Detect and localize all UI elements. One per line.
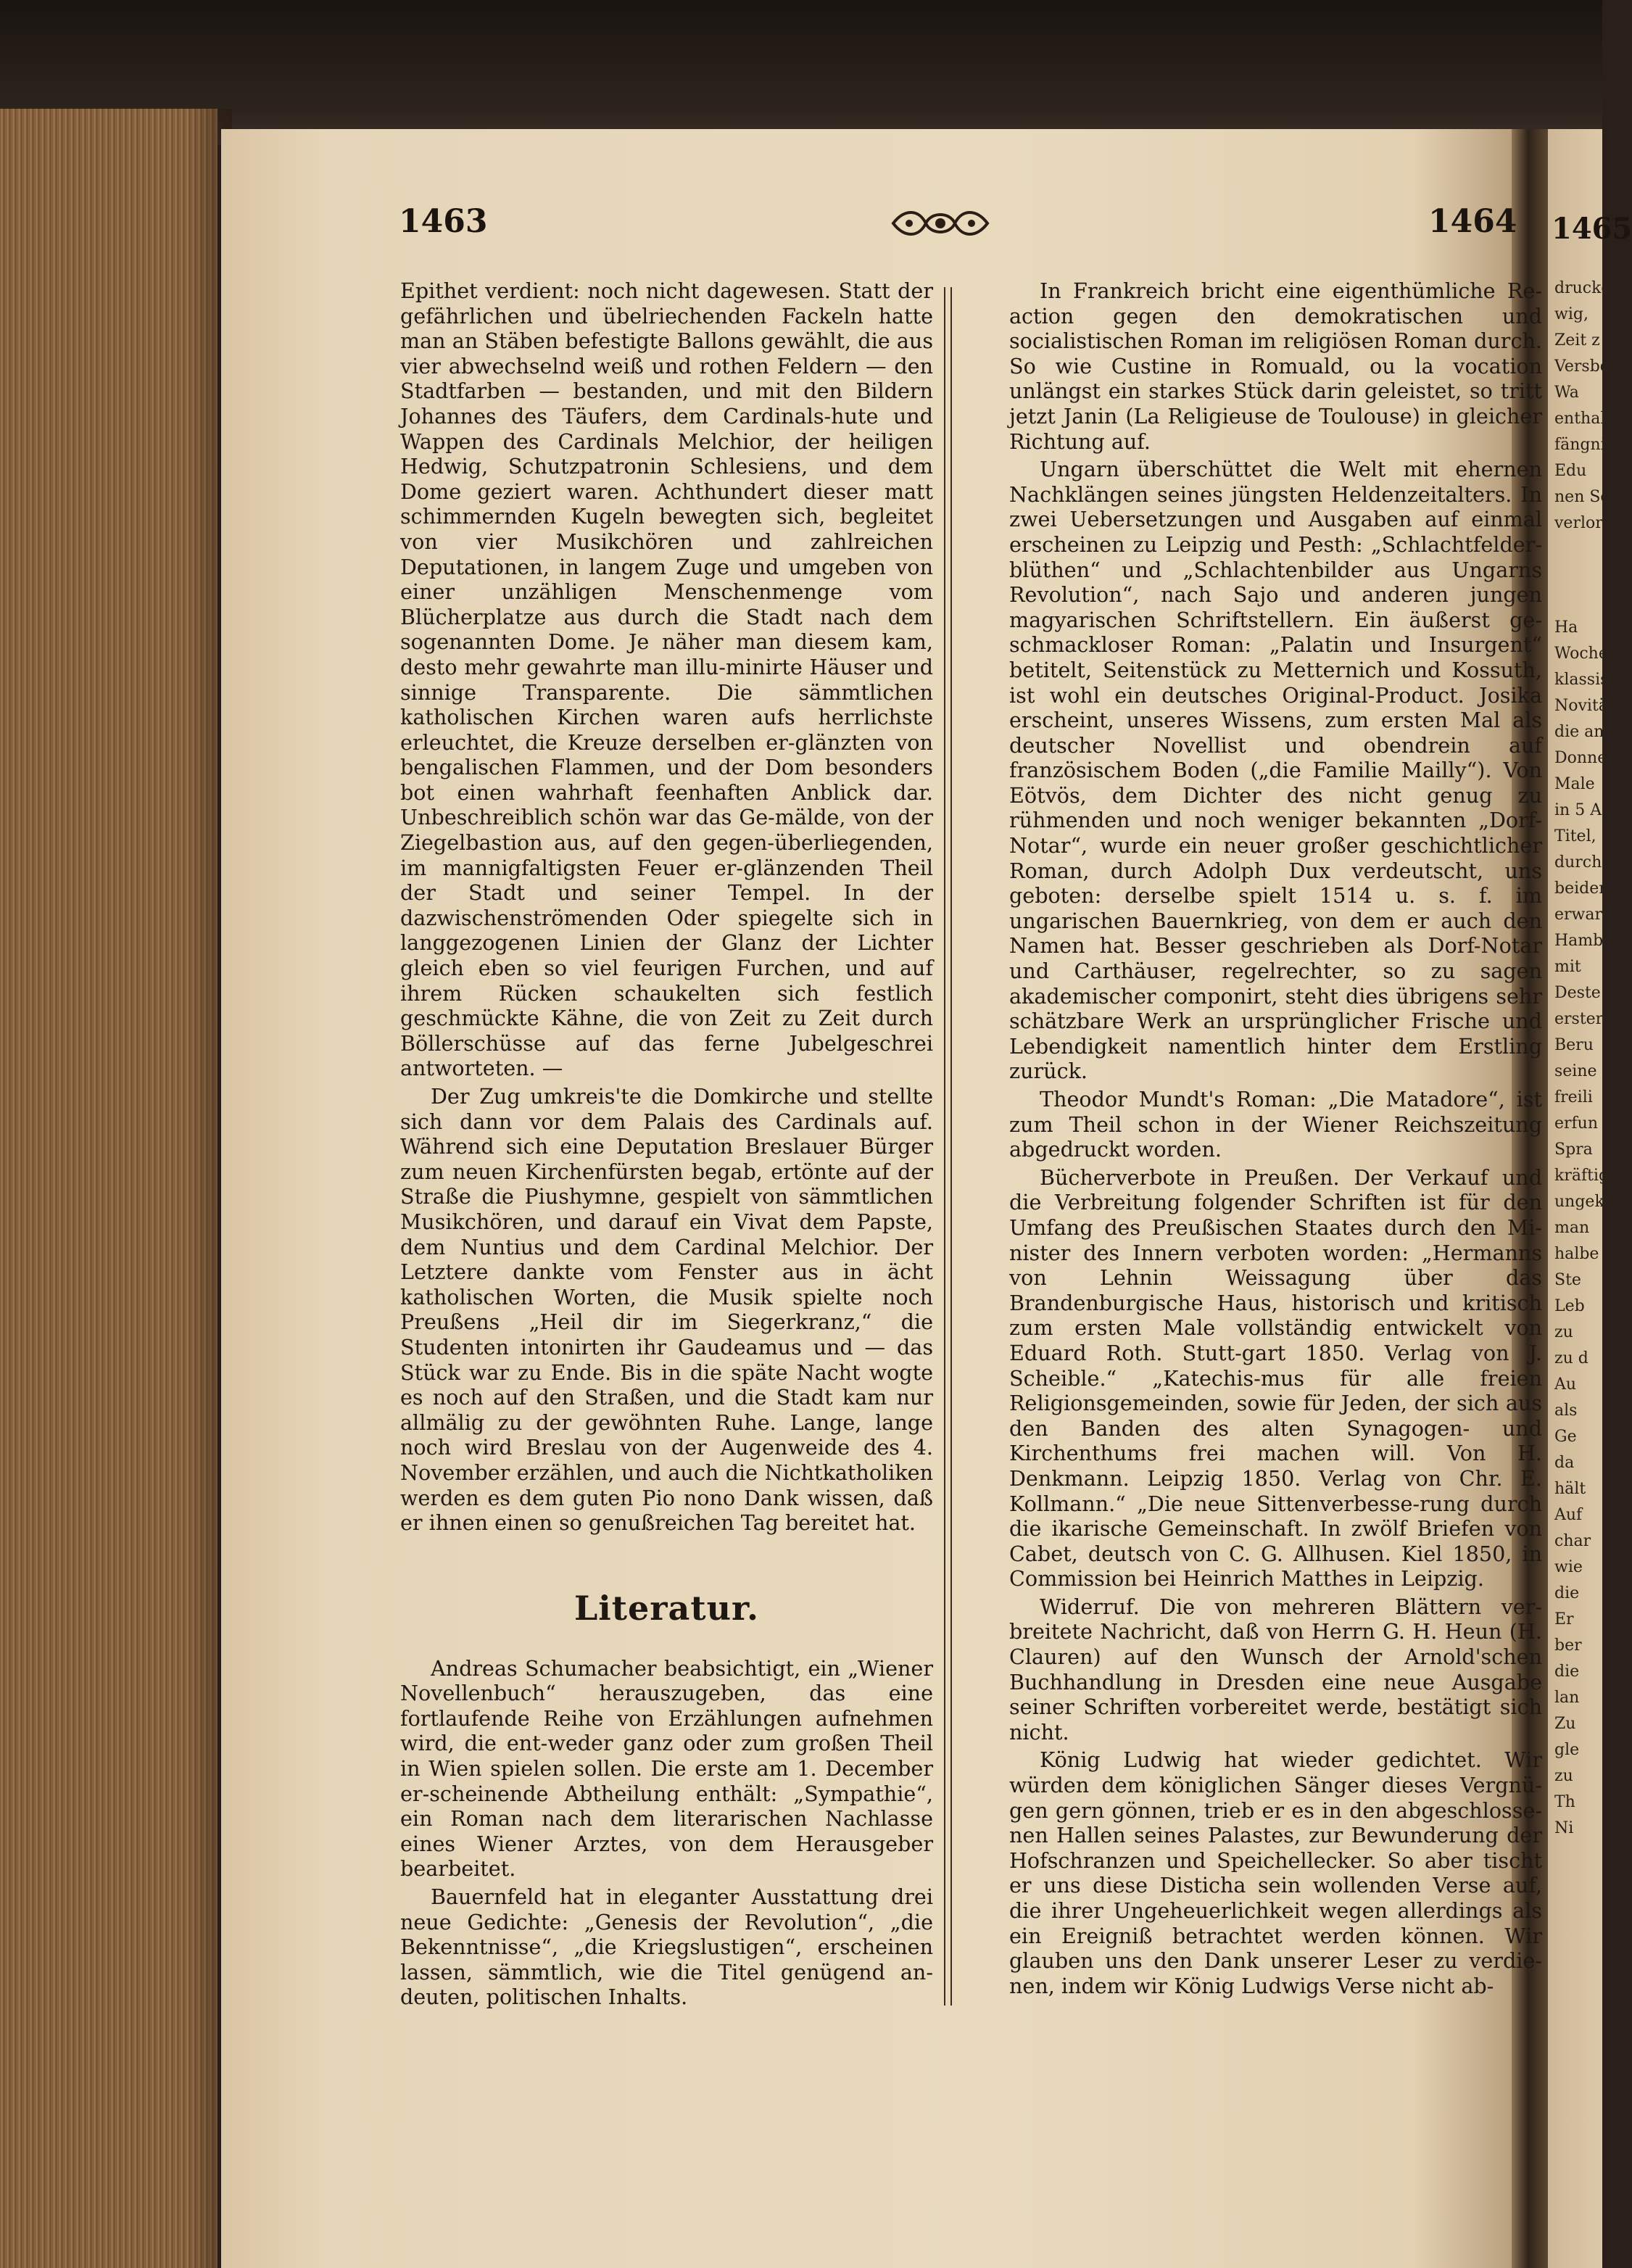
adjacent-page-fragment: wig, [1554,305,1588,323]
adjacent-page-fragment: Beru [1554,1036,1594,1054]
adjacent-page-fragment: zu [1554,1767,1573,1785]
adjacent-page-fragment: Titel, [1554,827,1596,845]
adjacent-page-text [1554,276,1628,1842]
adjacent-page-fragment: Novitä [1554,697,1608,715]
page-number-right: 1464 [1428,203,1517,240]
adjacent-page-fragment: Donne [1554,749,1607,767]
adjacent-page-fragment: Wa [1554,384,1579,402]
adjacent-page-fragment: Ge [1554,1428,1577,1446]
paragraph: Epithet verdient: noch nicht dagewesen. Statt der gefährlichen und übelriechenden Fackeln hatte man an Stäben befestigte Ballons gewählt, die aus vier abwechselnd weiß und rothen Feldern — den Stadtfarben — bestanden, und mit den Bildern Johannes des Täufers, dem Cardinals-hute und Wappen des Cardinals Melchior, der heiligen Hedwig, Schutzpatronin Schlesiens, und dem Dome geziert waren. Achthundert dieser matt schimmernden Kugeln bewegten sich, begleitet von vier Musikchören und zahlreichen Deputationen, in langem Zuge und umgeben von einer unzähligen Menschenmenge vom Blücherplatze aus durch die Stadt nach dem sogenannten Dome. Je näher man diesem kam, desto mehr gewahrte man illu-minirte Häuser und sinnige Transparente. Die sämmtlichen katholischen Kirchen waren aufs herrlichste erleuchtet, die Kreuze derselben er-glänzten von bengalischen Flammen, und der Dom besonders bot einen wahrhaft feenhaften Anblick dar. Unbeschreiblich schön war das Ge-mälde, von der Ziegelbastion aus, auf den gegen-überliegenden, im mannigfaltigsten Feuer er-glänzenden Theil der Stadt und seiner Tempel. In der dazwischenströmenden Oder spiegelte sich in langgezogenen Linien der Glanz der Lichter gleich eben so viel feurigen Furchen, und auf ihrem Rücken schaukelten sich festlich geschmückte Kähne, die von Zeit zu Zeit durch Böllerschüsse auf das ferne Jubelgeschrei antworteten. — [400,278,933,1081]
adjacent-page-fragment: Th [1554,1793,1575,1811]
adjacent-page-fragment: seine [1554,1062,1597,1080]
adjacent-page-fragment: Deste [1554,984,1601,1002]
adjacent-page-fragment: Woche [1554,645,1608,663]
adjacent-page-fragment: als [1554,1402,1578,1420]
adjacent-page-fragment: ungek [1554,1193,1604,1211]
adjacent-page-fragment: man [1554,1219,1590,1237]
adjacent-page-fragment: mit [1554,958,1581,976]
adjacent-page-fragment [1554,537,1605,563]
adjacent-page-fragment: die [1554,1663,1580,1681]
adjacent-page-fragment: kräftig [1554,1167,1610,1185]
adjacent-page-fragment: hält [1554,1480,1586,1498]
adjacent-page-fragment: drucken [1554,279,1621,297]
adjacent-page-fragment [1554,563,1605,589]
adjacent-page-fragment: Au [1554,1375,1577,1394]
adjacent-page-fragment: erster [1554,1010,1604,1028]
adjacent-page-fragment: klassisch [1554,671,1628,689]
adjacent-page-fragment: verloren [1554,514,1623,532]
adjacent-page-fragment: Zeit z [1554,331,1600,349]
adjacent-page-fragment: Ste [1554,1271,1581,1289]
adjacent-page-fragment: die an [1554,723,1604,741]
paragraph: Andreas Schumacher beabsichtigt, ein „Wiener Novellenbuch“ herauszugeben, das eine fortlaufende Reihe von Erzählungen aufnehmen wird, die ent-weder ganz oder zum großen Theil in Wien spielen sollen. Die erste am 1. December er-scheinende Abtheilung enthält: „Sympathie“, ein Roman nach dem literarischen Nachlasse eines Wiener Arztes, von dem Herausgeber bearbeitet. [400,1655,933,1882]
adjacent-page-fragment: lan [1554,1689,1580,1707]
section-heading: Literatur. [573,1588,760,1628]
adjacent-page-fragment: Zu [1554,1715,1576,1733]
adjacent-page-fragment: Versbe [1554,357,1610,376]
adjacent-page-fragment: Er [1554,1610,1574,1628]
adjacent-page-fragment: halbe [1554,1245,1599,1263]
adjacent-page-fragment: char [1554,1532,1591,1550]
adjacent-page-fragment: Leb [1554,1297,1585,1315]
column-rule [944,287,952,2006]
left-column [400,278,933,2010]
paragraph: Bücherverbote in Preußen. Der Verkauf und die Verbreitung folgender Schriften ist für den Umfang des Preußischen Staates durch den Mi-nister des Innern verboten worden: „Hermanns von Lehnin Weissagung über das Brandenburgische Haus, historisch und kritisch zum ersten Male vollständig entwickelt von Eduard Roth. Stutt-gart 1850. Verlag von J. Scheible.“ „Katechis-mus für alle freien Religionsgemeinden, sowie für Jeden, der sich aus den Banden des alten Synagogen- und Kirchenthums frei machen will. Von H. Denkmann. Leipzig 1850. Verlag von Chr. E. Kollmann.“ „Die neue Sittenverbesse-rung durch die ikarische Gemeinschaft. In zwölf Briefen von Cabet, deutsch von C. G. Allhusen. Kiel 1850, in Commission bei Heinrich Matthes in Leipzig. [1009,1164,1542,1592]
paragraph: König Ludwig hat wieder gedichtet. Wir würden dem königlichen Sänger dieses Vergnü-gen gern gönnen, trieb er es in den abgeschlosse-nen Hallen seines Palastes, zur Bewunderung der Hofschranzen und Speichellecker. So aber tischt er uns diese Disticha sein wollenden Verse auf, die ihrer Ungeheuerlichkeit wegen allerdings als ein Ereigniß betrachtet werden können. Wir glauben uns den Dank unserer Leser zu verdie-nen, indem wir König Ludwigs Verse nicht ab- [1009,1747,1542,1998]
adjacent-page-fragment: in 5 A [1554,801,1602,819]
adjacent-page-fragment: Spra [1554,1141,1593,1159]
paragraph: Der Zug umkreis'te die Domkirche und stellte sich dann vor dem Palais des Cardinals auf. Während sich eine Deputation Breslauer Bürger zum neuen Kirchenfürsten begab, ertönte auf der Straße die Piushymne, gespielt von sämmtlichen Musikchören, und darauf ein Vivat dem Papste, dem Nuntius und dem Cardinal Melchior. Der Letztere dankte vom Fenster aus in ächt katholischen Worten, die Musik spielte noch Preußens „Heil dir im Siegerkranz,“ die Studenten intonirten ihr Gaudeamus und — das Stück war zu Ende. Bis in die späte Nacht wogte es noch auf den Straßen, und die Stadt kam nur allmälig zu der gewöhnten Ruhe. Lange, lange noch wird Breslau von der Augenweide des 4. November erzählen, und auch die Nichtkatholiken werden es dem guten Pio nono Dank wissen, daß er ihnen einen so genußreichen Tag bereitet hat. [400,1084,933,1536]
adjacent-page-fragment: ber [1554,1636,1582,1655]
adjacent-page-fragment: die [1554,1584,1580,1602]
adjacent-page-fragment: erwart [1554,906,1609,924]
right-column [1009,278,1542,1998]
adjacent-page-fragment: erfun [1554,1114,1599,1133]
adjacent-page-fragment: nen Se [1554,488,1610,506]
paragraph: In Frankreich bricht eine eigenthümliche Re-action gegen den demokratischen und socialistischen Roman im religiösen Roman durch. So wie Custine in Romuald, ou la vocation unlängst ein starkes Stück darin geleistet, so tritt jetzt Janin (La Religieuse de Toulouse) in gleicher Richtung auf. [1009,278,1542,454]
book-page-edges [0,109,218,2268]
adjacent-page-fragment: Auf [1554,1506,1583,1524]
adjacent-page-fragment: durch [1554,853,1602,872]
paragraph: Ungarn überschüttet die Welt mit ehernen Nachklängen seines jüngsten Heldenzeitalters. In zwei Uebersetzungen und Ausgaben auf einmal erscheinen zu Leipzig und Pesth: „Schlachtfelder-blüthen“ und „Schlachtenbilder aus Ungarns Revolution“, nach Sajo und anderen jungen magyarischen Schriftstellern. Ein äußerst ge-schmackloser Roman: „Palatin und Insurgent“ betitelt, Seitenstück zu Metternich und Kossuth, ist wohl ein deutsches Original-Product. Josika erscheint, unseres Wissens, zum ersten Mal als deutscher Novellist und obendrein auf französischem Boden („die Familie Mailly“). Von Eötvös, dem Dichter des nicht genug zu rühmenden und noch weniger bekannten „Dorf-Notar“, wurde ein neuer großer geschichtlicher Roman, durch Adolph Dux verdeutscht, uns geboten: derselbe spielt 1514 u. s. f. im ungarischen Bauernkrieg, von dem er auch den Namen hat. Besser geschrieben als Dorf-Notar und Carthäuser, regelrechter, so zu sagen akademischer componirt, steht dies übrigens sehr schätzbare Werk an ursprünglicher Frische und Lebendigkeit namentlich hinter dem Erstling zurück. [1009,457,1542,1084]
adjacent-page-fragment: zu d [1554,1349,1588,1367]
adjacent-page-fragment: zu [1554,1323,1573,1341]
paragraph: Widerruf. Die von mehreren Blättern ver-breitete Nachricht, daß von Herrn G. H. Heun (H. Clauren) auf den Wunsch der Arnold'schen Buchhandlung in Dresden eine neue Ausgabe seiner Schriften vorbereitet werde, bestätigt sich nicht. [1009,1594,1542,1745]
adjacent-page-fragment: Ha [1554,618,1578,637]
adjacent-page-fragment: wie [1554,1558,1583,1576]
adjacent-page-fragment: Hamb [1554,932,1604,950]
adjacent-page-fragment: fängniß [1554,436,1617,454]
adjacent-page-fragment: gle [1554,1741,1580,1759]
adjacent-page-fragment: enthalt [1554,410,1612,428]
page-number-left: 1463 [399,203,488,240]
adjacent-page-fragment: Male [1554,775,1595,793]
header-ornament-icon [886,204,995,242]
adjacent-page-fragment: Ni [1554,1819,1574,1837]
background-dark-top [0,0,1602,145]
paragraph: Bauernfeld hat in eleganter Ausstattung drei neue Gedichte: „Genesis der Revolution“, „die Bekenntnisse“, „die Kriegslustigen“, erscheinen lassen, sämmtlich, wie die Titel genügend an-deuten, politischen Inhalts. [400,1884,933,2010]
page-number-adjacent: 1465 [1552,212,1632,246]
adjacent-page-fragment: da [1554,1454,1575,1472]
adjacent-page-fragment: beiden [1554,880,1610,898]
paragraph: Theodor Mundt's Roman: „Die Matadore“, ist zum Theil schon in der Wiener Reichszeitung abgedruckt worden. [1009,1087,1542,1162]
adjacent-page-fragment: freili [1554,1088,1593,1106]
adjacent-page-fragment [1554,589,1605,615]
adjacent-page-fragment: Edu [1554,462,1587,480]
